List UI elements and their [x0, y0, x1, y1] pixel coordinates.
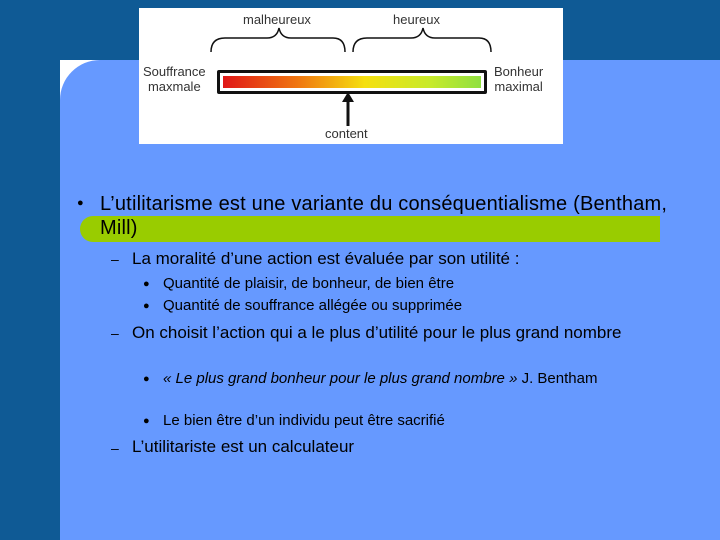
item-bentham-quote	[163, 370, 683, 388]
bentham-quote-author: J. Bentham	[517, 370, 598, 387]
item-suffering-quantity: Quantité de souffrance allégée ou supprimée	[163, 297, 463, 314]
bullet-dot: ●	[143, 300, 150, 312]
bullet-dot: ●	[143, 278, 150, 290]
label-unhappy: malheureux	[243, 12, 311, 27]
dash-marker: –	[111, 440, 119, 456]
dash-marker: –	[111, 251, 119, 267]
bullet-utilitarianism: L’utilitarisme est une variante du conséquentialisme (Bentham, Mill)	[100, 193, 668, 239]
label-max-suffering-line2: maxmale	[147, 79, 201, 94]
bentham-quote-text: « Le plus grand bonheur pour le plus grand nombre »	[163, 370, 518, 387]
item-individual-sacrifice: Le bien être d’un individu peut être sacrifié	[163, 412, 445, 429]
sub-bullet-calculator: L’utilitariste est un calculateur	[132, 437, 355, 456]
sub-bullet-morality: La moralité d’une action est évaluée par son utilité :	[132, 249, 520, 268]
label-max-suffering-line1: Souffrance	[143, 64, 206, 79]
bullet-dot: ●	[77, 197, 84, 209]
dash-marker: –	[111, 325, 119, 341]
sub-bullet-greatest-utility: On choisit l’action qui a le plus d’utilité pour le plus grand nombre	[132, 323, 622, 342]
item-pleasure-quantity: Quantité de plaisir, de bonheur, de bien être	[163, 275, 455, 292]
label-content-marker: content	[325, 126, 368, 141]
label-max-happiness-line1: Bonheur	[494, 64, 544, 79]
bullet-dot: ●	[143, 415, 150, 427]
bullet-dot: ●	[143, 373, 150, 385]
label-happy: heureux	[393, 12, 440, 27]
label-max-happiness-line2: maximal	[494, 79, 543, 94]
